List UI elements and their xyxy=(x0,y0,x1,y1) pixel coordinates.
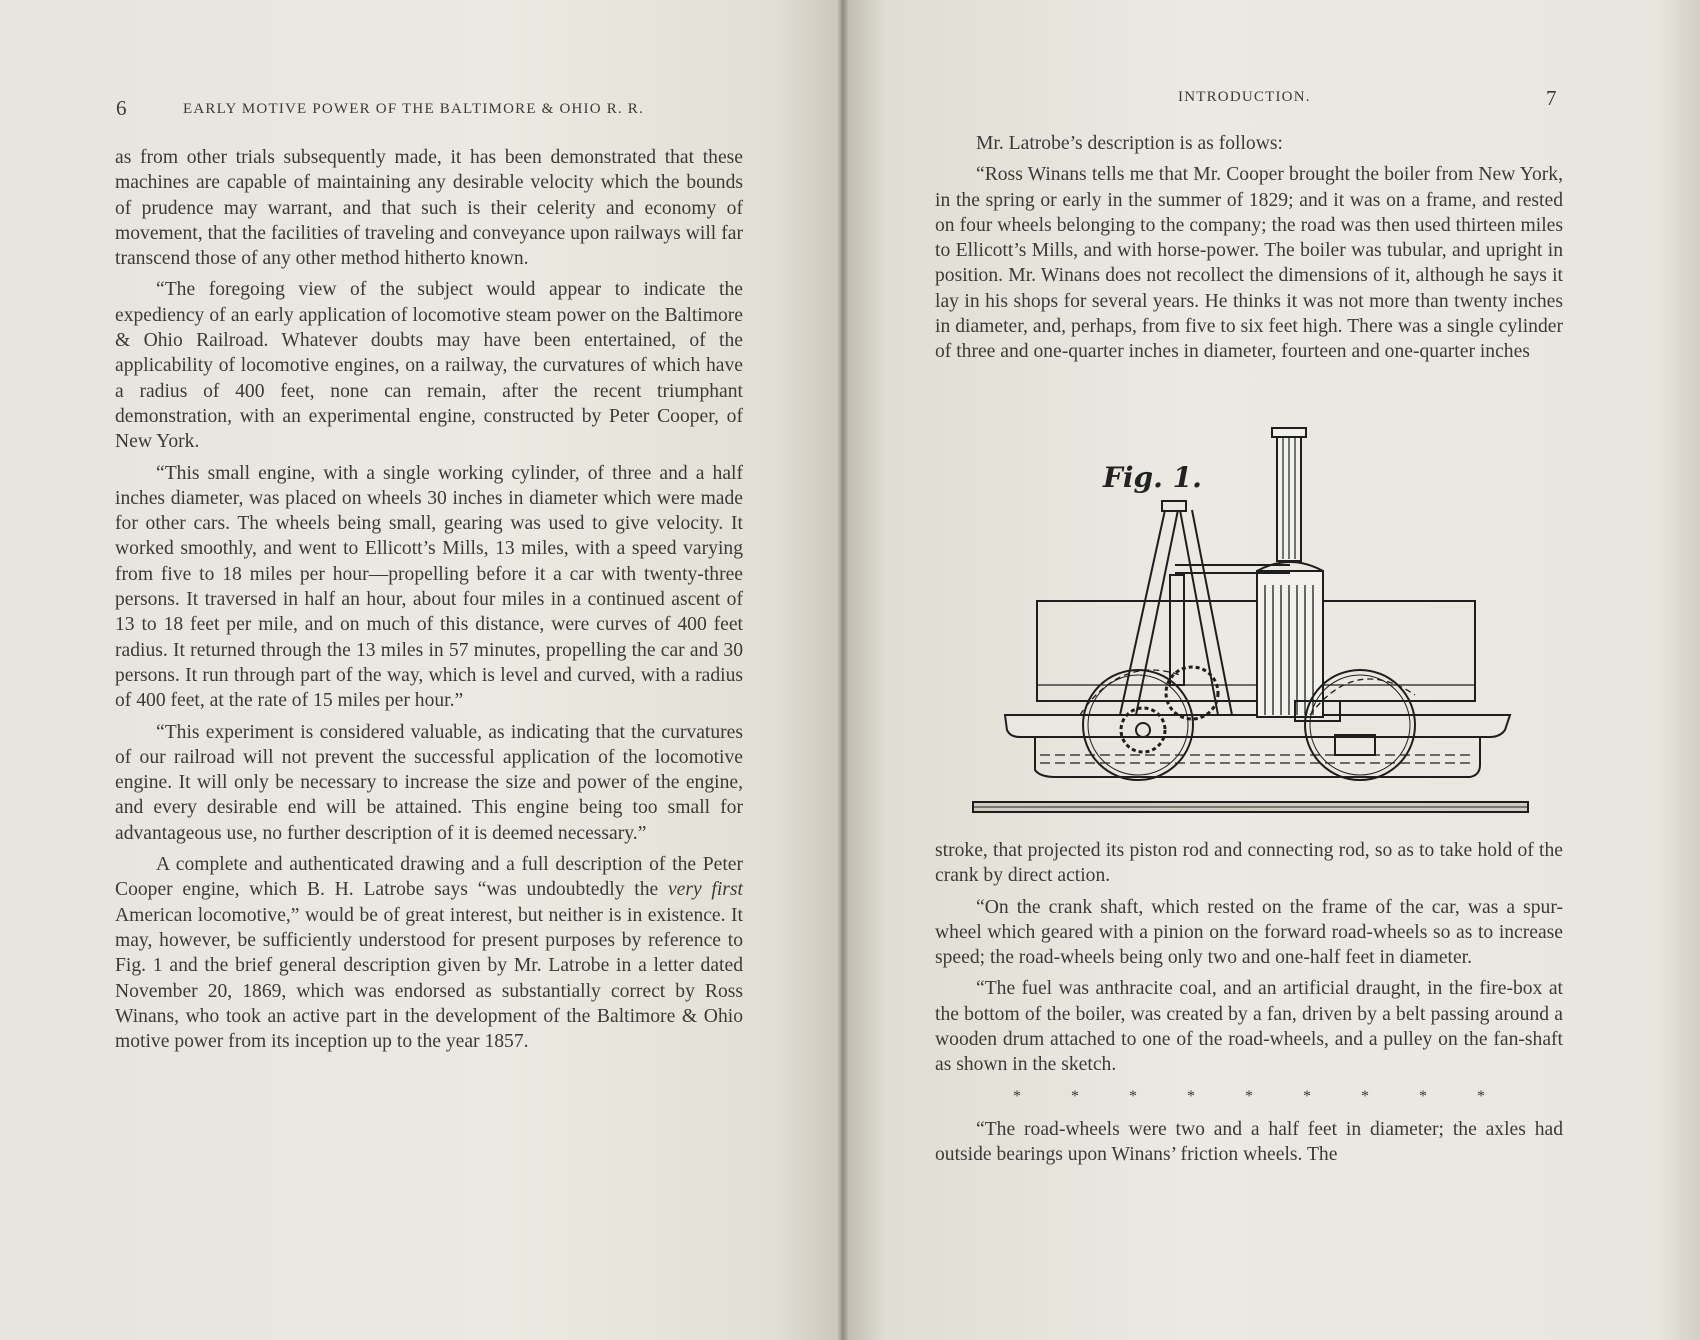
paragraph: “The fuel was anthracite coal, and an artificial draught, in the fire-box at the bottom of the boiler, was created by a fan, driven by a belt passing around a wooden drum attached to one of the road-wheels, and a pulley on the fan-shaft as shown in the sketch. xyxy=(935,978,1563,1076)
running-head-left: EARLY MOTIVE POWER OF THE BALTIMORE & OHIO R. R. xyxy=(183,101,644,117)
paragraph: as from other trials subsequently made, it has been demonstrated that these machines are capable of maintaining any desirable velocity which the bounds of prudence may warrant, and that such is their celerity and economy of movement, that the facilities of traveling and conveyance upon railways will far transcend those of any other method hitherto known. xyxy=(115,147,743,270)
paragraph: “On the crank shaft, which rested on the frame of the car, was a spur-wheel which geared with a pinion on the forward road-wheels so as to increase speed; the road-wheels being only two and one-half feet in diameter. xyxy=(935,896,1563,969)
text-run: A complete and authenticated drawing and a full description of the Peter Cooper engine, which B. H. Latrobe says “was undoubtedly the xyxy=(115,854,743,901)
running-head-right: INTRODUCTION. xyxy=(1178,89,1311,105)
right-page-text-top xyxy=(935,131,1563,371)
car-frame xyxy=(1035,737,1480,777)
paragraph: “This small engine, with a single working cylinder, of three and a half inches diameter, was placed on wheels 30 inches in diameter which were made for other cars. The wheels being small, gearing was used to give velocity. It worked smoothly, and went to Ellicott’s Mills, 13 miles, with a speed varying from five to 18 miles per hour—propelling before it a car with twenty-three persons. It traversed in half an hour, about four miles in a continued ascent of 13 to 18 feet per mile, and on much of this distance, were curves of 400 feet radius. It returned through the 13 miles in 57 minutes, propelling the car and 30 persons. It run through part of the way, which is level and curved, with a radius of 400 feet, at the rate of 15 miles per hour.” xyxy=(115,462,743,712)
boiler-top xyxy=(1257,562,1323,571)
emphasis: very first xyxy=(667,879,743,901)
a-frame-top xyxy=(1162,501,1186,511)
chimney-cap xyxy=(1272,428,1306,437)
locomotive-figure xyxy=(960,425,1540,820)
text-run: American locomotive,” would be of great interest, but neither is in existence. It may, however, be sufficiently understood for present purposes by reference to Fig. 1 and the brief general description given by Mr. Latrobe in a letter dated November 20, 1869, which was endorsed as substantially correct by Ross Winans, who took an active part in the development of the Baltimore & Ohio motive power from its inception up to the year 1857. xyxy=(115,904,743,1053)
book-gutter xyxy=(838,0,848,1340)
paragraph: “The road-wheels were two and a half feet in diameter; the axles had outside bearings upon Winans’ friction wheels. The xyxy=(935,1118,1563,1166)
paragraph: “This experiment is considered valuable, as indicating that the curvatures of our railroad will not prevent the successful application of the locomotive engine. It will only be necessary to increase the size and power of the engine, and every desirable end will be attained. This engine being too small for advantageous use, no further description of it is deemed necessary.” xyxy=(115,721,743,844)
paragraph: Mr. Latrobe’s description is as follows: xyxy=(976,133,1283,154)
paragraph: “The foregoing view of the subject would appear to indicate the expediency of an early application of locomotive steam power on the Baltimore & Ohio Railroad. Whatever doubts may have been entertained, of the applicability of locomotive engines, on a railway, the curvatures of which have a radius of 400 feet, none can remain, after the recent triumphant demonstration, with an experimental engine, constructed by Peter Cooper, of New York. xyxy=(115,279,743,453)
car-platform xyxy=(1005,715,1510,737)
section-break-stars: * * * * * * * * * xyxy=(1013,1087,1485,1105)
paragraph: stroke, that projected its piston rod and connecting rod, so as to take hold of the crank by direct action. xyxy=(935,840,1563,887)
page-number-right: 7 xyxy=(1546,86,1557,110)
page-number-left: 6 xyxy=(116,96,127,120)
left-page-text xyxy=(115,145,743,1060)
paragraph: “Ross Winans tells me that Mr. Cooper brought the boiler from New York, in the spring or early in the summer of 1829; and it was on a frame, and rested on four wheels belonging to the company; the road was then used thirteen miles to Ellicott’s Mills, and with horse-power. The boiler was tubular, and upright in position. Mr. Winans does not recollect the dimensions of it, although he says it lay in his shops for several years. He thinks it was not more than twenty inches in diameter, and, perhaps, from five to six feet high. There was a single cylinder of three and one-quarter inches in diameter, fourteen and one-quarter inches xyxy=(935,164,1563,363)
right-page-text-bottom xyxy=(935,838,1563,1174)
cylinder xyxy=(1170,575,1184,685)
paragraph xyxy=(115,852,743,1054)
figure-caption: Fig. 1. xyxy=(1103,461,1202,494)
